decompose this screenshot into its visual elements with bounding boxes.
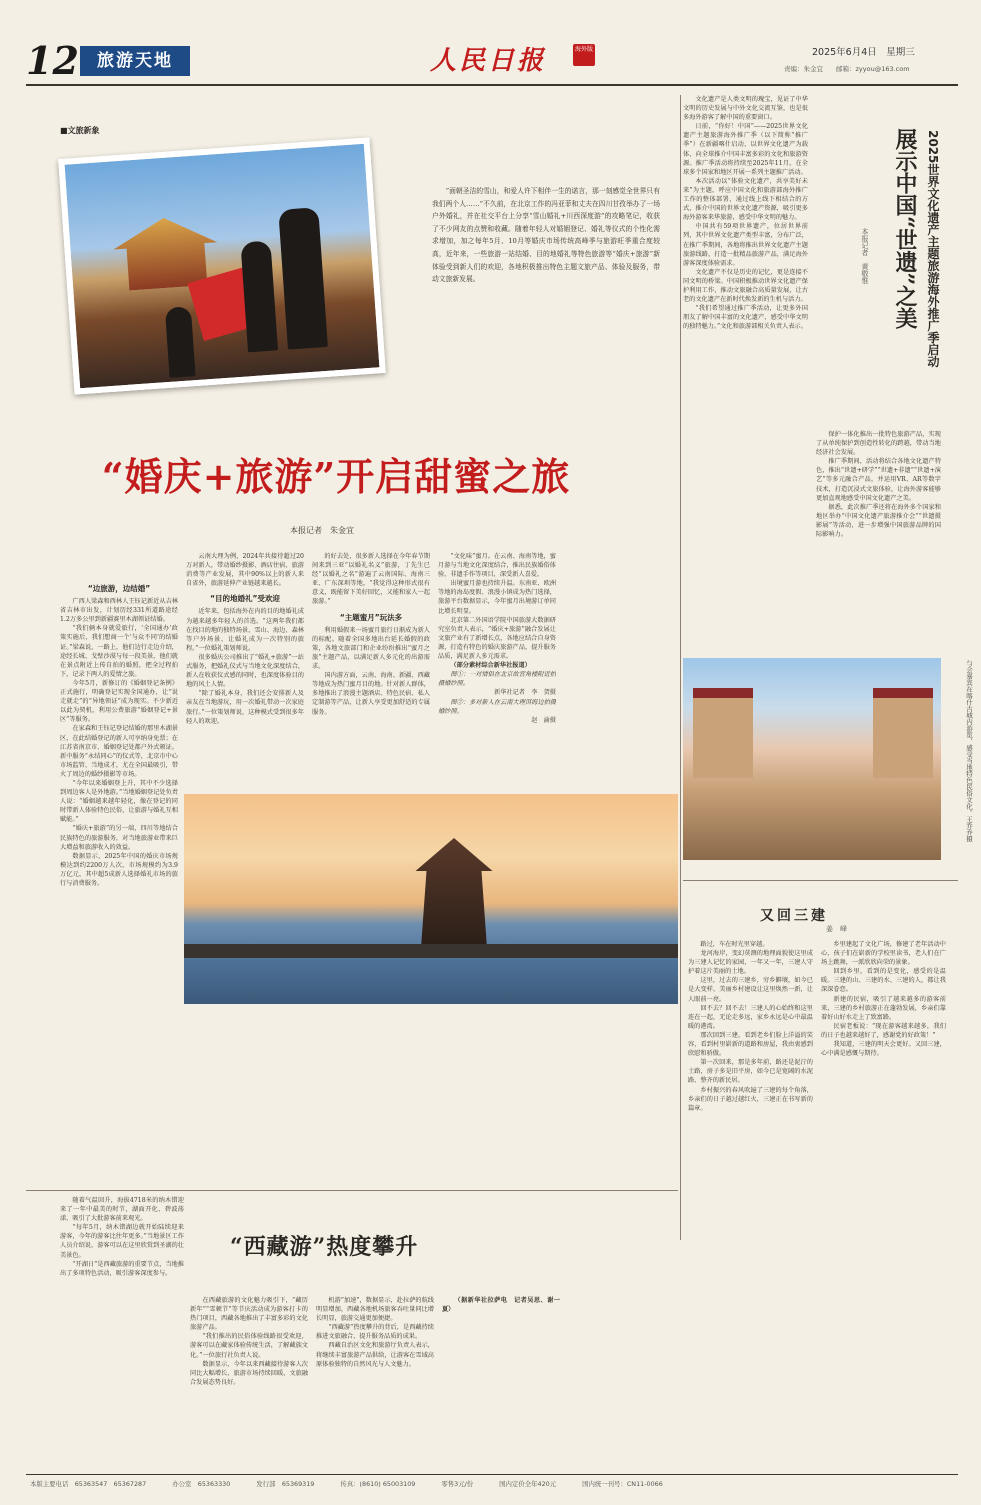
photo-credit-1: 新华社记者 李 贺摄 [494,689,556,697]
essay-column-2: 乡里建起了文化广场，修建了老年活动中心，孩子们在崭新的学校里读书，老人们在广场上跳舞，一派欣欣向荣的景象。 回到乡里，看到的是变化，感受的是温暖。三建的山、三建的水、三建的人，都让我深深眷恋。 新建的民宿，吸引了越来越多的游客前来，三建的乡村旅游正在蓬勃发展，乡亲们靠着好山好水走上了致富路。 民宿老板说：“现在游客越来越多，我们的日子也越来越好了，感谢党的好政策！” 我知道，三建的明天会更好。又回三建，心中满是感慨与期待。 [821,941,946,1058]
footer-item: 本版主要电话 65363547 65367287 [30,1480,147,1488]
tibet-column-1: 随着气温回升，海拔4718米的纳木错迎来了一年中最美的时节，湖面开化、碧波荡漾，吸引了大批游客前来观光。 “每年5月，纳木错湖边就开始陆续迎来游客，今年的游客比往年更多。”当地景区工作人员介绍说，游客可以在这里欣赏到圣湖的壮美景色。 “开湖日”是西藏旅游的重要节点，当地推出了多项特色活动，吸引游客深度参与。 [60,1197,184,1277]
footer-item: 办公室 65363330 [172,1480,231,1488]
feature-lead: “面朝圣洁的雪山，和爱人许下相伴一生的诺言，那一刻感觉全世界只有我们两个人……”不久前，在北京工作的冯亚菲和丈夫在四川甘孜举办了一场户外婚礼，并在社交平台上分享“雪山婚礼+川西深度游”的攻略笔记，收获了不少网友的点赞和收藏。随着年轻人对婚姻登记、婚礼等仪式的个性化需求增加，加之每年5月、10月等婚庆市场传统高峰季与旅游旺季重合度较高，近年来，一些旅游一站结婚、目的地婚礼等特色旅游等“婚庆+旅游”新体验受到新人们的欢迎，各地积极推出特色主题文旅产品、体验及服务，带动文旅新发展。 [432,187,660,284]
feature-label: ■文旅新象 [60,126,100,135]
page-number: 12 [26,38,79,83]
heritage-column-2: 保护一体化推出一批特色旅游产品，实现了从单纯保护到创造性转化的跨越，带动当地经济社会发展。 推广季期间，活动将结合各地文化遗产特色，推出“世遗+研学”“世遗+非遗”“世遗+演艺”等多元融合产品，并运用VR、AR等数字技术，打造沉浸式文旅体验，让海外游客能够更加直观地感受中国文化遗产之美。 据悉，此次推广季还将在海外多个国家和地区举办“中国文化遗产旅游推介会”“世遗摄影展”等活动，进一步增强中国旅游品牌的国际影响力。 [816,431,941,539]
tibet-column-4 [442,1296,560,1468]
photo-caption-1: 图①：一对情侣在北京故宫角楼附近拍摄婚纱照。 [438,671,556,688]
footer-divider [26,1474,958,1475]
heritage-column-1: 文化遗产是人类文明的瑰宝，见证了中华文明的历史发展与中外文化交流互鉴，也是很多海外游客了解中国的重要窗口。 日前，“你好！中国”——2025世界文化遗产主题旅游海外推广季（以下简称“推广季”）在新疆喀什启动，以世界文化遗产为载体，向全球推介中国丰富多彩的文化和旅游资源。推广季活动将持续至2025年11月，在全球多个国家和地区开展一系列主题推广活动。 本次活动以“体验文化遗产，共享美好未来”为主题，呼应中国文化和旅游部海外推广工作的整体部署，通过线上线下相结合的方式，推介中国的世界文化遗产资源，吸引更多海外游客来华旅游，感受中华文明的魅力。 中国共有59项世界遗产，位居世界前列，其中世界文化遗产类型丰富，分布广泛，在推广季期间，各地将推出世界文化遗产主题旅游线路，打造一批精品旅游产品，满足海外游客深度体验需求。 文化遗产不仅是历史的记忆，更是连接不同文明的桥梁。中国积极推动世界文化遗产保护利用工作，推动文旅融合高质量发展，让古老的文化遗产在新时代焕发新的生机与活力。 “我们希望通过推广季活动，让更多外国朋友了解中国丰富的文化遗产，感受中华文明的独特魅力。”文化和旅游部相关负责人表示。 [683,96,808,331]
footer-item: 传真：(8610) 65003109 [340,1480,416,1488]
kashgar-photo [683,658,941,860]
editor-info: 责编：朱金宜 邮箱：zyyou@163.com [784,65,910,73]
issue-date: 2025年6月4日 星期三 [812,47,915,58]
feature-byline: 本报记者 朱金宜 [290,526,354,535]
section-divider [683,880,958,881]
photo-credit-2: 赵 渝摄 [531,716,556,724]
footer-item: 零售3元/份 [441,1480,474,1488]
section-divider [26,1190,678,1191]
source-note: （部分素材综合新华社报道） [450,662,531,670]
column-divider [680,95,681,1240]
heritage-subtitle: 2025世界文化遗产主题旅游海外推广季启动 [926,130,940,368]
wedding-photo [58,137,386,394]
masthead-tag: 海外版 [573,44,595,66]
essay-author: 姜 峰 [826,925,847,933]
section-title: 旅游天地 [80,46,190,76]
photo-caption-2: 图②：多对新人在云南大理洱海边拍摄婚纱照。 [438,698,556,715]
footer [30,1479,960,1488]
feature-column-3: 的好去处，很多新人选择在今年春节期间来到三亚“以婚礼名义”旅游，丁先生已经“以婚礼之名”游遍了云南国际、海南三亚、广东深圳等地，“我觉得这种形式很有意义，既能留下美好回忆，又能和家人一起旅游。” “主题蜜月”玩法多 利用婚假来一场蜜月旅行日渐成为新人的标配。随着全国多地出台延长婚假的政策，各地文旅部门和企业纷纷推出“蜜月之旅”主题产品，以满足新人多元化的出游需求。 国内游方面，云南、海南、新疆、西藏等地成为热门蜜月目的地。针对新人群体，多地推出了浪漫主题酒店、特色民宿、私人定制游等产品，让新人享受更加舒适的专属服务。 [312,553,430,716]
feature-column-4: “文化味”蜜月。在云南、海南等地，蜜月游与当地文化深度结合，推出民族婚俗体验、非遗手作等项目，深受新人喜爱。 出境蜜月游也持续升温。东南亚、欧洲等地的海岛度假、浪漫小镇成为热门选择，旅游平台数据显示，今年蜜月出境游订单同比增长明显。 北京第二外国语学院中国旅游大数据研究室负责人表示，“婚庆+旅游”融合发展让文旅产业有了新增长点，各地应结合自身资源，打造有特色的婚庆旅游产品，提升服务品质，满足新人多元需求。 （部分素材综合新华社报道） 图①：一对情侣在北京故宫角楼附近拍摄婚纱照。 新华社记者 李 贺摄 图②：多对新人在云南大理洱海边拍摄婚纱照。 赵 渝摄 [438,553,556,724]
tibet-column-3: 机游“加速”，数据显示，赴拉萨的航线明显增加，西藏各地机场旅客吞吐量同比增长明显，旅游交通更加便捷。 “西藏游”热度攀升的背后，是西藏持续推进文旅融合、提升服务品质的成果。 西藏自治区文化和旅游厅负责人表示，将继续丰富旅游产品供给，让游客在雪域高原体验独特的自然风光与人文魅力。 [316,1297,434,1368]
erhai-wedding-photo [184,794,678,1004]
masthead-logo: 人民日报 [430,46,547,76]
essay-column-1: 路过，车在时光里穿越。 龙河海岸，变幻莫测的地理面貌使这里成为三建人记忆的家园，一年又一年，三建人守护着这片美丽的土地。 这里，过去的三建乡，穷乡僻壤，如今已是大变样，美丽乡村建设让这里焕然一新，让人眼前一亮。 回不去？回不去！三建人的心始终和这里连在一起，无论走多远，家乡永远是心中最温暖的港湾。 那次回到三建，看到老乡们脸上洋溢的笑容，看到村里崭新的道路和房屋，我由衷感到欣慰和骄傲。 第一次回来，那是多年前，路还是泥泞的土路，房子多是旧平房，如今已是宽阔的水泥路、整齐的新民居。 乡村振兴的春风吹遍了三建的每个角落，乡亲们的日子越过越红火，三建正在书写新的篇章。 [688,941,813,1112]
feature-column-1: “边旅游，边结婚” 广西人梁森和西林人王钰记新近从吉林省吉林市出发，计划历经331所道路途经1.2万多公里到新疆赛里木湖领证结婚。 “我们俩本身就爱旅行，‘全国通办’政策实施后，我们想商一个‘与众不同’的结婚证。”梁森说，一路上，他们边行走边介绍，途经长城、戈壁沙漠与每一段美景，他们就在景点附近上传自拍的婚照，把全过程拍下，记录下两人的爱情之旅。 今年5月，新修订的《婚姻登记条例》正式施行，明确登记实现全国通办，让“说走就走”的“异地领证”成为现实。不少新近以此为契机，利用公费旅游“婚姻登记+景区”等服务。 在家森和王钰记登记结婚的那里木湖景区，在此结婚登记的新人可享纳身免票；在江苏省南京市、婚姻登记处都户外式颁证。新中服务“永结同心”的仪式等，北京市中心市场监管、当地成才，尤在全国最吸引，带火了周边的婚纱摄影等市场。 “今年以来婚姻登上升，其中不少选择到周边客人是外地游。”当地婚姻登记处负责人说：“婚姻越来越年轻化，像在登记的同时带新人体验特色民俗，让旅游与婚礼互相赋能。” “婚庆+旅游”的另一端，四川等地结合民族特色的旅游服务，对当地旅游业带来巨大增益和旅游收入的效益。 数据显示，2025年中国的婚庆市场规模达到约2200万人次，市场规模约为3.9万亿元，其中超5成新人选择婚礼市场的旅行与消费服务。 [60,584,178,887]
heritage-byline: 本报记者 黄敬惟 [861,228,869,284]
tibet-headline: “西藏游”热度攀升 [230,1234,419,1260]
footer-item: 国内定价全年420元 [499,1480,557,1488]
heritage-headline: 展示中国“世遗”之美 [892,128,918,330]
footer-item: 发行部 65369319 [256,1480,315,1488]
tibet-source-note: （据新华社拉萨电 记者吴思、谢一夏） [442,1297,560,1314]
essay-title: 又回三建 [760,908,828,924]
heritage-photo-caption: 与会嘉宾在喀什古城内游览，感受当地特色民俗文化。王乔乔摄 [965,660,973,842]
feature-column-2: 云南大理为例，2024年共接待超过20万对新人，带动婚纱摄影、酒店住宿、旅游消费等产业发展，其中90%以上的新人来自省外，旅游延伸产业链越来越长。 “目的地婚礼”受欢迎 近年来，包括海外在内的目的地婚礼成为越来越多年轻人的首选。“这两年我们都在找目的地的独特场景，雪山、海边、森林等户外场景，让婚礼成为一次特别的旅程。”一位婚礼策划师说。 很多婚庆公司推出了“婚礼+旅游”一站式服务，把婚礼仪式与当地文化深度结合，新人在收获仪式感的同时，也深度体验目的地的风土人情。 “除了婚礼本身，我们还会安排新人及亲友在当地游玩，用一次婚礼带动一次家庭旅行。”一位策划师说，这种模式受到很多年轻人的欢迎。 [186,553,304,725]
footer-item: 国内统一刊号：CN11-0066 [582,1480,663,1488]
feature-headline: “婚庆+旅游”开启甜蜜之旅 [101,454,571,499]
header-divider [26,84,958,86]
tibet-column-2: 在西藏旅游的文化魅力吸引下，“藏历新年”“雪顿节”等节庆活动成为游客打卡的热门项目，西藏各地推出了丰富多彩的文化旅游产品。 “我们推出的民俗体验线路很受欢迎，游客可以在藏家体验传统生活，了解藏族文化。”一位旅行社负责人说。 数据显示，今年以来西藏接待游客人次同比大幅增长，旅游市场持续回暖，文旅融合发展态势良好。 [190,1297,308,1386]
